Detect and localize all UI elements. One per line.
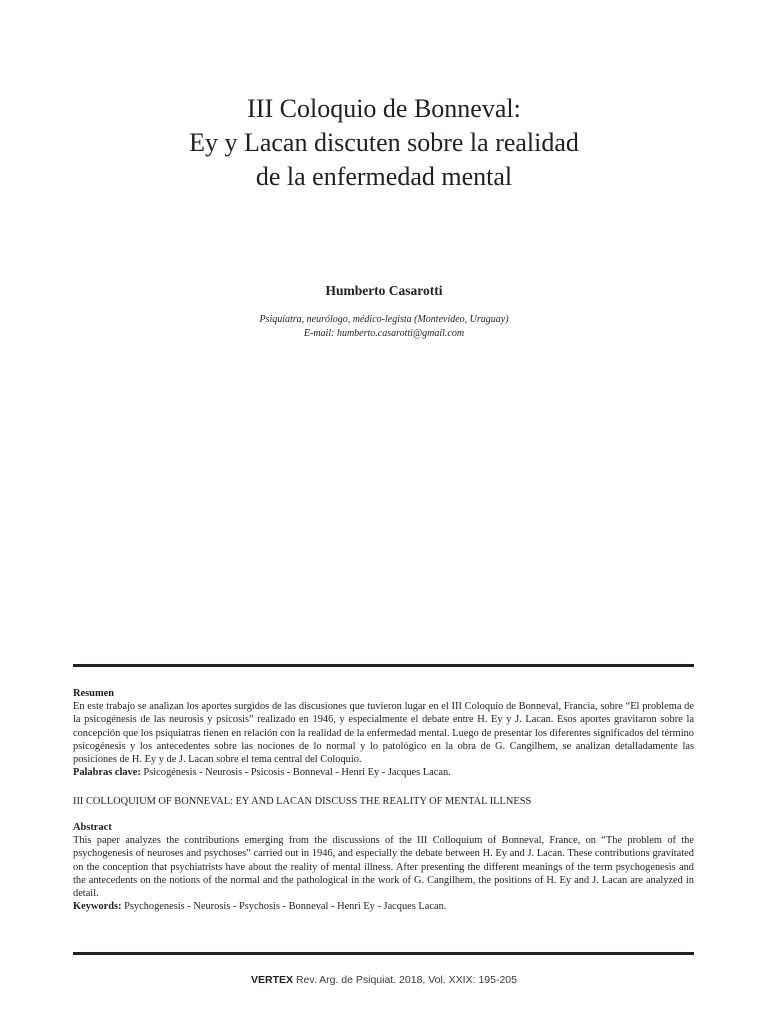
- top-divider: [73, 664, 694, 667]
- resumen-text: En este trabajo se analizan los aportes surgidos de las discusiones que tuvieron lugar en el III Coloquio de Bonneval, Francia, sobre “El problema de la psicogénesis de las neurosis y psicosis” realizado en 1946, y especialmente el debate entre H. Ey y J. Lacan. Esos aportes gravitaron sobre la concepción que los psiquiatras tienen en relación con la realidad de la enfermedad mental. Luego de presentar los diferentes significados del término psicogénesis y los antecedentes sobre las nociones de lo normal y lo patológico en la obra de G. Cangilhem, se analizan detalladamente las posiciones de H. Ey y de J. Lacan sobre el tema central del Coloquio.: [73, 701, 694, 766]
- abstract-keywords: [73, 900, 694, 913]
- journal-citation: Rev. Arg. de Psiquiat. 2018, Vol. XXIX: 195-205: [293, 974, 517, 986]
- page-footer: [0, 974, 768, 986]
- author-name: Humberto Casarotti: [325, 283, 443, 298]
- abstract-text: This paper analyzes the contributions emerging from the discussions of the III Colloquium of Bonneval, France, on “The problem of the psychogenesis of neuroses and psychoses” carried out in 1946, and especially the debate between H. Ey and J. Lacan. These contributions gravitated on the conception that psychiatrists have about the reality of mental illness. After presenting the different meanings of the term psychogenesis and the antecedents on the notions of the normal and the pathological in the work of G. Cangilhem, the positions of H. Ey and J. Lacan are analyzed in detail.: [73, 835, 694, 900]
- bottom-divider: [73, 952, 694, 955]
- author-affiliation: Psiquiatra, neurólogo, médico-legista (Montevideo, Uruguay): [259, 314, 509, 325]
- title-line-1: III Coloquio de Bonneval:: [247, 94, 521, 123]
- abstract-section: [73, 821, 694, 913]
- author-email: E-mail: humberto.casarotti@gmail.com: [303, 327, 465, 339]
- author-affiliation-block: [0, 313, 768, 340]
- title-line-2: Ey y Lacan discuten sobre la realidad: [189, 128, 579, 157]
- resumen-keywords: [73, 766, 694, 779]
- abstract-keywords-label: Keywords:: [73, 901, 122, 913]
- journal-brand: VERTEX: [251, 974, 294, 986]
- resumen-keywords-label: Palabras clave:: [73, 767, 141, 779]
- title-line-3: de la enfermedad mental: [255, 162, 513, 191]
- resumen-keywords-list: Psicogénesis - Neurosis - Psicosis - Bonneval - Henri Ey - Jacques Lacan.: [140, 767, 451, 779]
- abstract-keywords-list: Psychogenesis - Neurosis - Psychosis - Bonneval - Henri Ey - Jacques Lacan.: [121, 901, 447, 913]
- english-title: III COLLOQUIUM OF BONNEVAL: EY AND LACAN DISCUSS THE REALITY OF MENTAL ILLNESS: [73, 796, 532, 807]
- resumen-heading: Resumen: [73, 688, 114, 699]
- resumen-section: [73, 687, 694, 779]
- abstract-heading: Abstract: [73, 822, 112, 833]
- article-title: [0, 92, 768, 194]
